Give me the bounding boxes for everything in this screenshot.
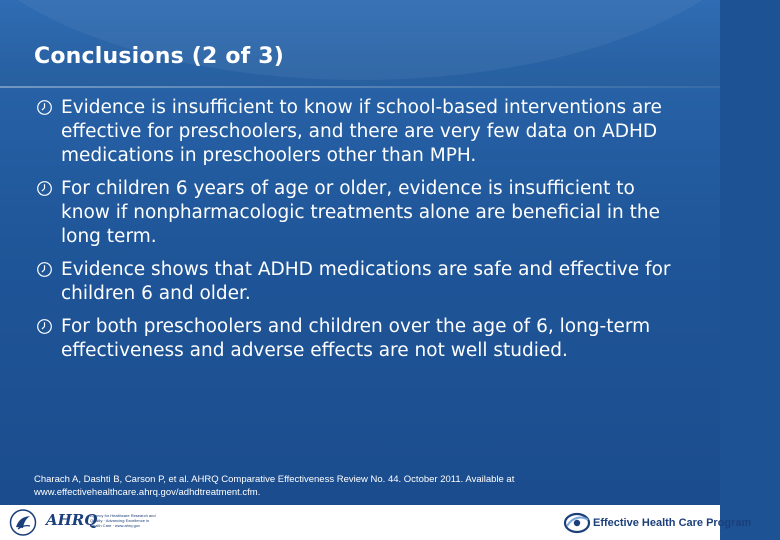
bullet-item bbox=[34, 315, 684, 363]
ahrq-logo bbox=[46, 509, 156, 537]
footer-bar bbox=[0, 505, 752, 540]
ehc-logo-text: Effective Health Care Program bbox=[593, 517, 752, 529]
slide-title: Conclusions (2 of 3) bbox=[34, 44, 285, 69]
clock-circle-icon bbox=[36, 99, 53, 116]
bullet-item bbox=[34, 258, 684, 306]
title-divider bbox=[0, 86, 720, 88]
clock-circle-icon bbox=[36, 261, 53, 278]
bullet-text: For children 6 years of age or older, evidence is insufficient to know if nonpharmacologic treatments alone are beneficial in the long term. bbox=[61, 178, 660, 247]
bullet-item bbox=[34, 177, 684, 249]
bullet-text: Evidence shows that ADHD medications are safe and effective for children 6 and older. bbox=[61, 259, 671, 304]
ehc-swoosh-icon bbox=[563, 510, 591, 536]
effective-health-care-logo bbox=[563, 510, 752, 536]
citation: Charach A, Dashti B, Carson P, et al. AHRQ Comparative Effectiveness Review No. 44. October 2011. Available at www.effectivehealthcare.ahrq.gov/adhdtreatment.cfm. bbox=[34, 474, 515, 498]
clock-circle-icon bbox=[36, 318, 53, 335]
ahrq-logo-tagline: Agency for Healthcare Research and Quality · Advancing Excellence in Health Care · www.ahrq.gov bbox=[90, 513, 156, 528]
ahrq-logo-wordmark: AHRQ bbox=[46, 511, 98, 529]
bullet-item bbox=[34, 96, 684, 168]
hhs-eagle-icon bbox=[8, 509, 38, 536]
clock-circle-icon bbox=[36, 180, 53, 197]
bullet-list bbox=[34, 96, 684, 372]
bullet-text: For both preschoolers and children over the age of 6, long-term effectiveness and adverse effects are not well studied. bbox=[61, 316, 651, 361]
bullet-text: Evidence is insufficient to know if school-based interventions are effective for preschoolers, and there are very few data on ADHD medications in preschoolers other than MPH. bbox=[61, 97, 662, 166]
